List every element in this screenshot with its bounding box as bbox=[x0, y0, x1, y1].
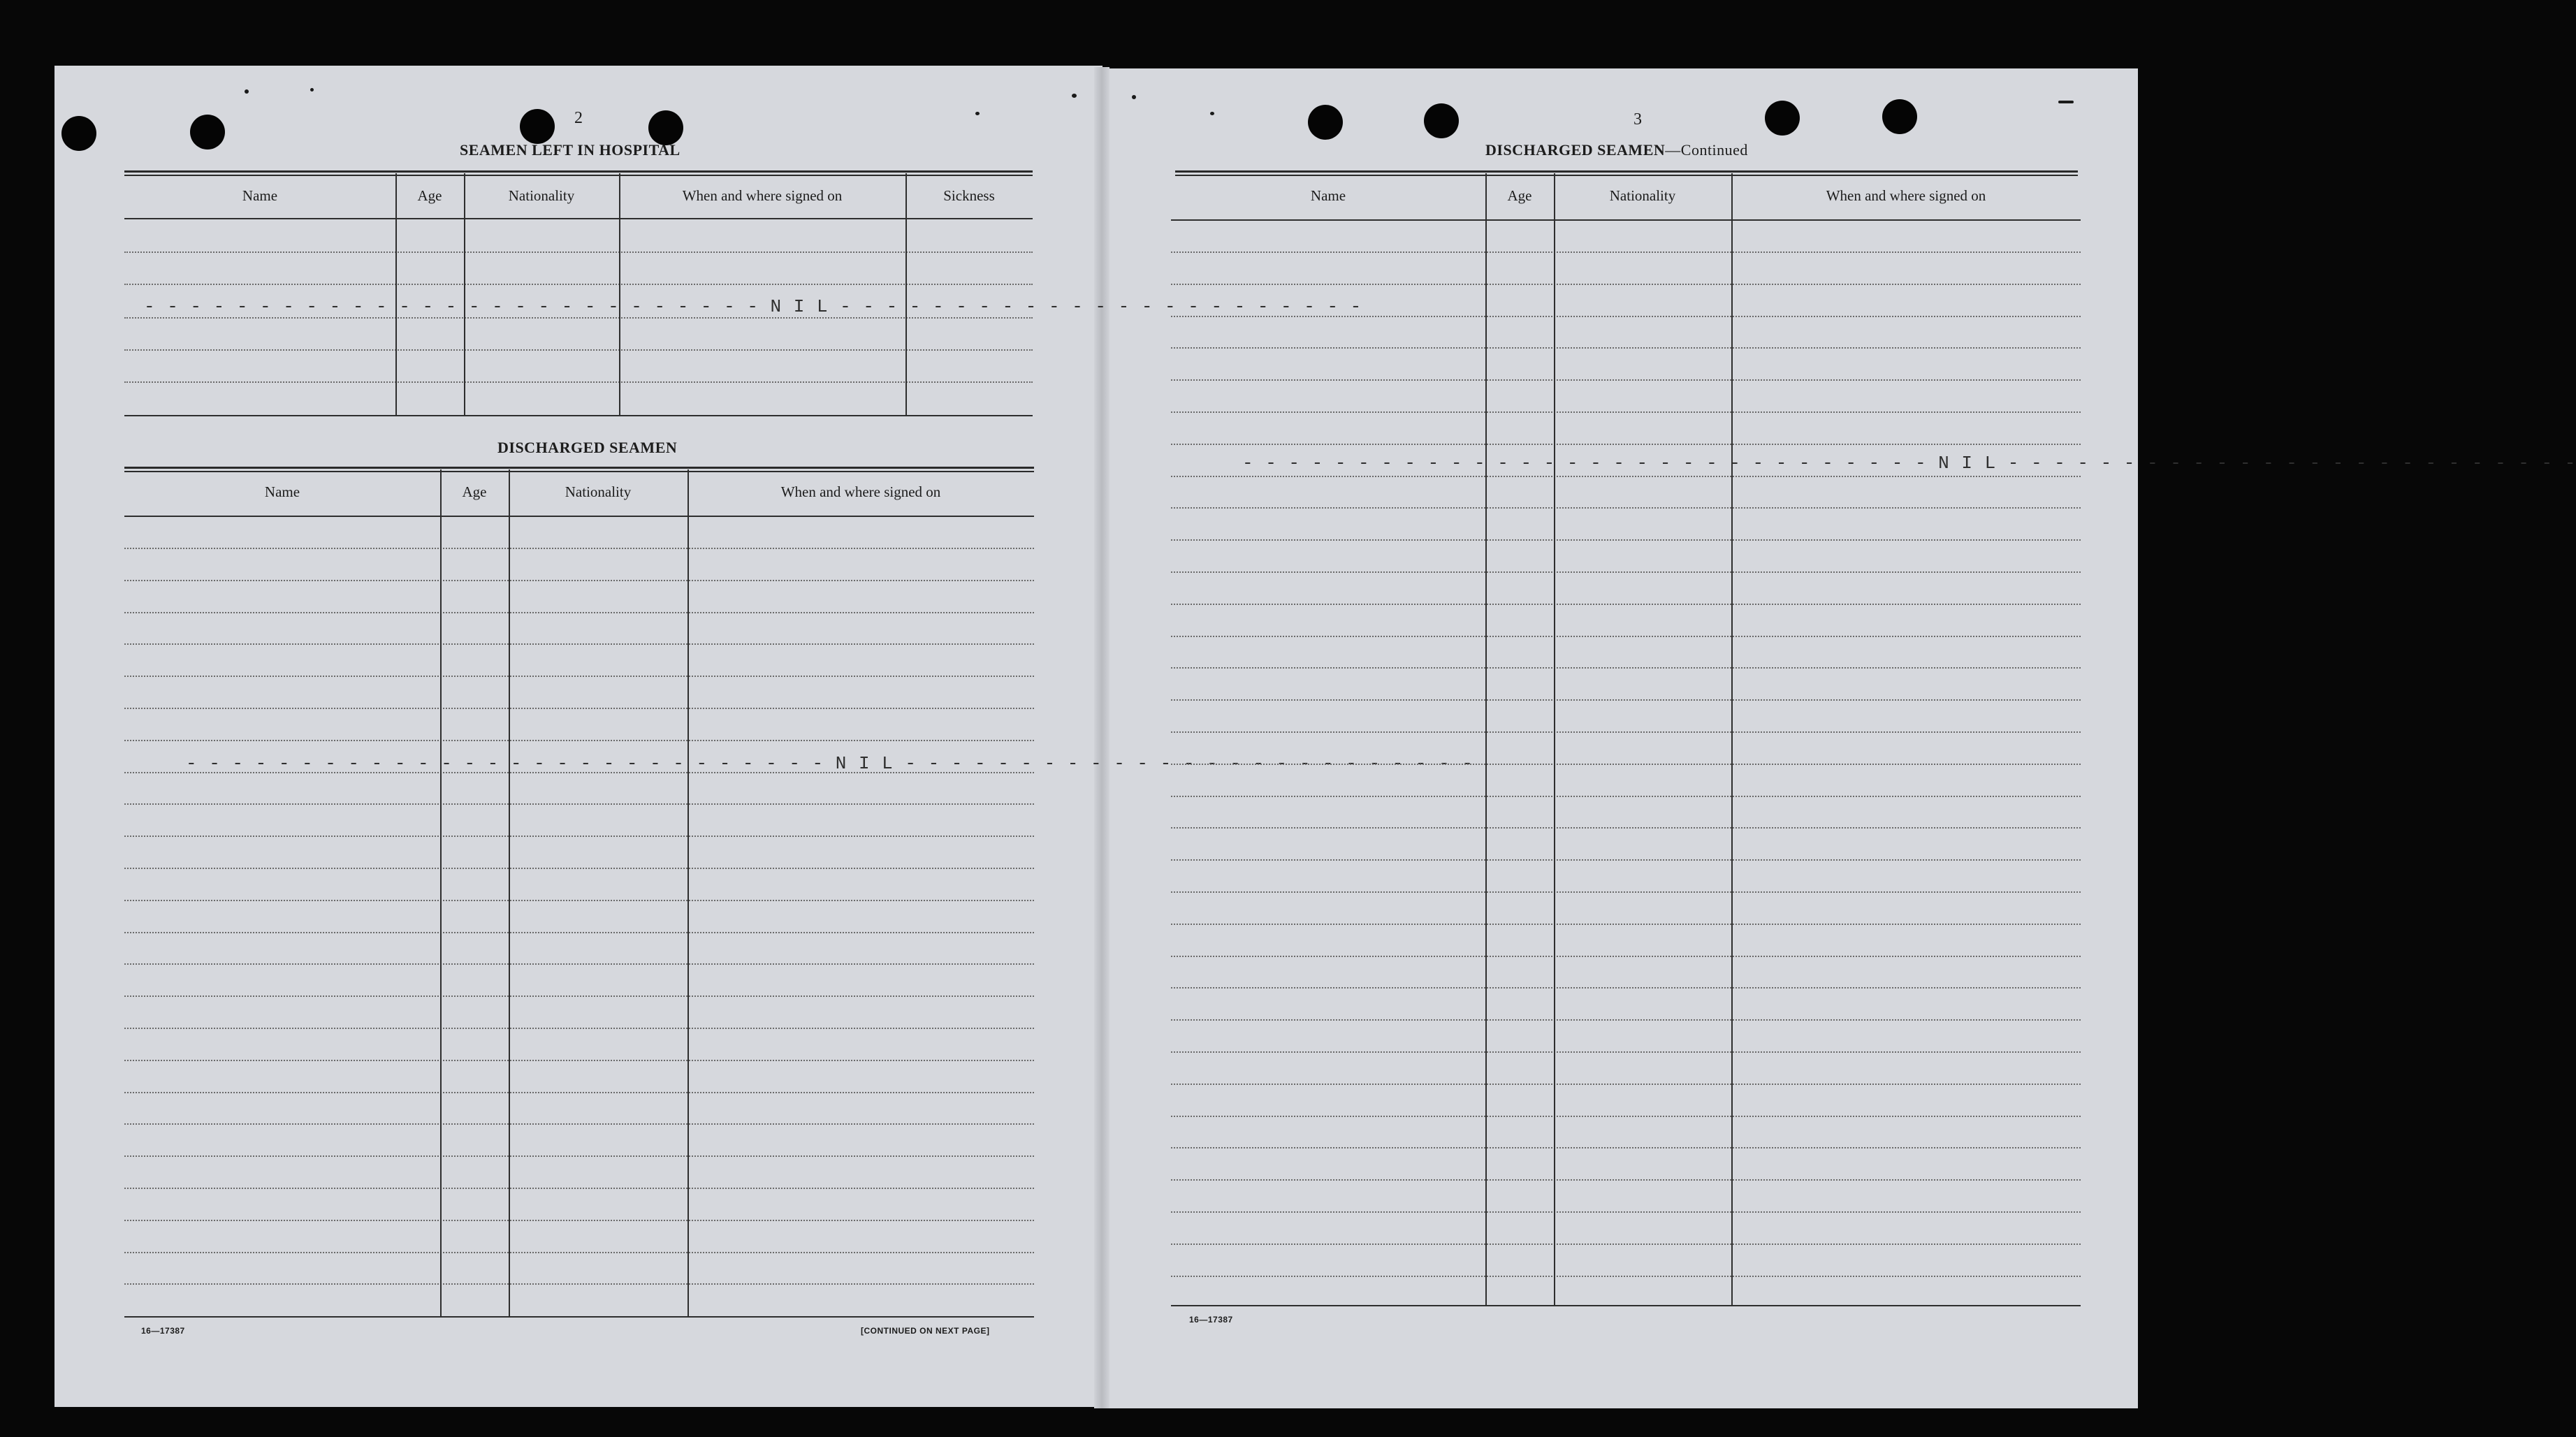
table-row-line bbox=[124, 803, 1034, 805]
page-number: 3 bbox=[1633, 110, 1642, 129]
table-row-line bbox=[1171, 891, 2081, 893]
table-row-line bbox=[124, 548, 1034, 549]
table-row-line bbox=[1171, 539, 2081, 541]
table-row-line bbox=[1171, 604, 2081, 605]
column-divider bbox=[619, 173, 620, 415]
discharged-table-bottom-rule bbox=[124, 1316, 1034, 1318]
table-row-line bbox=[124, 932, 1034, 933]
table-row-line bbox=[124, 836, 1034, 837]
table-row-line bbox=[1171, 316, 2081, 317]
col-header-age: Age bbox=[462, 483, 487, 500]
table-row-line bbox=[1171, 1243, 2081, 1245]
table-row-line bbox=[124, 1060, 1034, 1061]
punch-hole bbox=[1765, 101, 1800, 136]
punch-hole bbox=[1424, 103, 1459, 138]
paper-speck bbox=[1072, 94, 1077, 98]
section-title-suffix: —Continued bbox=[1665, 141, 1748, 159]
table-row-line bbox=[124, 349, 1033, 351]
table-row-line bbox=[1171, 1147, 2081, 1148]
column-divider bbox=[1485, 173, 1487, 1305]
table-row-line bbox=[1171, 956, 2081, 957]
col-header-signed-on: When and where signed on bbox=[1826, 187, 1986, 204]
table-row-line bbox=[1171, 444, 2081, 445]
discharged-table-top-rule bbox=[124, 467, 1034, 472]
table-row-line bbox=[1171, 796, 2081, 797]
paper-speck bbox=[975, 112, 980, 115]
punch-hole bbox=[648, 110, 683, 145]
table-row-line bbox=[124, 1028, 1034, 1029]
table-row-line bbox=[1171, 411, 2081, 413]
col-header-name: Name bbox=[242, 187, 278, 204]
hospital-table-top-rule bbox=[124, 170, 1033, 176]
table-row-line bbox=[124, 1188, 1034, 1189]
table-row-line bbox=[124, 1283, 1034, 1285]
paper-speck bbox=[1210, 112, 1214, 115]
table-row-line bbox=[124, 251, 1033, 253]
table-row-line bbox=[1171, 699, 2081, 701]
column-divider bbox=[687, 469, 689, 1316]
table-row-line bbox=[124, 1092, 1034, 1093]
table-row-line bbox=[124, 643, 1034, 645]
table-row-line bbox=[1171, 1116, 2081, 1117]
table-row-line bbox=[1171, 636, 2081, 637]
table-row-line bbox=[124, 1220, 1034, 1221]
table-row-line bbox=[1171, 667, 2081, 669]
column-divider bbox=[1554, 173, 1555, 1305]
table-row-line bbox=[1171, 1084, 2081, 1085]
table-row-line bbox=[124, 381, 1033, 383]
table-row-line bbox=[1171, 571, 2081, 573]
form-number: 16—17387 bbox=[141, 1326, 185, 1336]
table-row-line bbox=[124, 708, 1034, 709]
table-row-line bbox=[1171, 476, 2081, 477]
table-row-line bbox=[1171, 1051, 2081, 1053]
nil-entry: - - - - - - - - - - - - - - - - - - - - - - - - - - - - - - N I L - - - - - - - - - - - - - - - - - - - - - - - - - bbox=[1242, 453, 2576, 474]
paper-speck bbox=[1132, 95, 1136, 99]
section-title-hospital: SEAMEN LEFT IN HOSPITAL bbox=[460, 141, 681, 159]
col-header-signed-on: When and where signed on bbox=[780, 483, 941, 500]
table-row-line bbox=[124, 963, 1034, 965]
right-page bbox=[1104, 68, 2138, 1408]
col-header-name: Name bbox=[1310, 187, 1346, 204]
page-spine bbox=[1094, 67, 1109, 1408]
column-divider bbox=[440, 469, 442, 1316]
section-title-main: DISCHARGED SEAMEN bbox=[1485, 141, 1666, 159]
table-row-line bbox=[1171, 507, 2081, 509]
table-row-line bbox=[1171, 1179, 2081, 1181]
form-number: 16—17387 bbox=[1189, 1315, 1233, 1325]
table-row-line bbox=[124, 317, 1033, 319]
table-row-line bbox=[1171, 251, 2081, 253]
nil-text: N I L bbox=[835, 753, 894, 774]
table-row-line bbox=[1171, 859, 2081, 861]
col-header-sickness: Sickness bbox=[943, 187, 995, 204]
header-underline bbox=[1171, 219, 2081, 221]
header-underline bbox=[124, 516, 1034, 517]
nil-text: N I L bbox=[1938, 453, 1997, 474]
right-table-bottom-rule bbox=[1171, 1305, 2081, 1306]
column-divider bbox=[395, 173, 397, 415]
table-row-line bbox=[1171, 924, 2081, 925]
table-row-line bbox=[124, 676, 1034, 677]
table-row-line bbox=[1171, 764, 2081, 765]
table-row-line bbox=[1171, 1019, 2081, 1021]
table-row-line bbox=[124, 740, 1034, 741]
table-row-line bbox=[1171, 1211, 2081, 1213]
table-row-line bbox=[1171, 379, 2081, 381]
column-divider bbox=[464, 173, 465, 415]
paper-speck bbox=[2058, 101, 2074, 103]
column-divider bbox=[905, 173, 907, 415]
table-row-line bbox=[1171, 731, 2081, 733]
table-row-line bbox=[124, 580, 1034, 581]
punch-hole bbox=[190, 115, 225, 149]
table-row-line bbox=[1171, 347, 2081, 349]
table-row-line bbox=[1171, 1276, 2081, 1277]
section-title-discharged-continued bbox=[1485, 141, 1748, 159]
section-title-discharged: DISCHARGED SEAMEN bbox=[497, 439, 678, 456]
col-header-name: Name bbox=[264, 483, 300, 500]
table-row-line bbox=[124, 900, 1034, 901]
col-header-nationality: Nationality bbox=[508, 187, 575, 204]
column-divider bbox=[509, 469, 510, 1316]
table-row-line bbox=[124, 1123, 1034, 1125]
right-table-top-rule bbox=[1175, 170, 2078, 176]
col-header-signed-on: When and where signed on bbox=[682, 187, 843, 204]
punch-hole bbox=[1882, 99, 1917, 134]
col-header-age: Age bbox=[1507, 187, 1532, 204]
nil-text: N I L bbox=[770, 296, 829, 317]
col-header-nationality: Nationality bbox=[565, 483, 632, 500]
table-row-line bbox=[124, 612, 1034, 613]
table-row-line bbox=[124, 1155, 1034, 1157]
continued-note: [CONTINUED ON NEXT PAGE] bbox=[861, 1326, 990, 1336]
punch-hole bbox=[61, 116, 96, 151]
left-page bbox=[54, 66, 1103, 1407]
paper-speck bbox=[310, 88, 314, 92]
table-row-line bbox=[124, 284, 1033, 285]
column-divider bbox=[1731, 173, 1733, 1305]
table-row-line bbox=[124, 1252, 1034, 1253]
nil-entry: - - - - - - - - - - - - - - - - - - - - - - - - - - - N I L - - - - - - - - - - - - - - - - - - - - - - - bbox=[144, 296, 1362, 317]
table-row-line bbox=[1171, 987, 2081, 989]
col-header-nationality: Nationality bbox=[1609, 187, 1676, 204]
hospital-table-bottom-rule bbox=[124, 415, 1033, 416]
table-row-line bbox=[1171, 284, 2081, 285]
header-underline bbox=[124, 218, 1033, 219]
table-row-line bbox=[124, 995, 1034, 997]
nil-entry: - - - - - - - - - - - - - - - - - - - - - - - - - - - - N I L - - - - - - - - - - - - - - - - - - - - - - - - - bbox=[186, 753, 1473, 774]
punch-hole bbox=[520, 109, 555, 144]
table-row-line bbox=[1171, 827, 2081, 829]
punch-hole bbox=[1308, 105, 1343, 140]
page-number: 2 bbox=[574, 109, 583, 127]
col-header-age: Age bbox=[417, 187, 442, 204]
table-row-line bbox=[124, 868, 1034, 869]
paper-speck bbox=[245, 89, 249, 94]
